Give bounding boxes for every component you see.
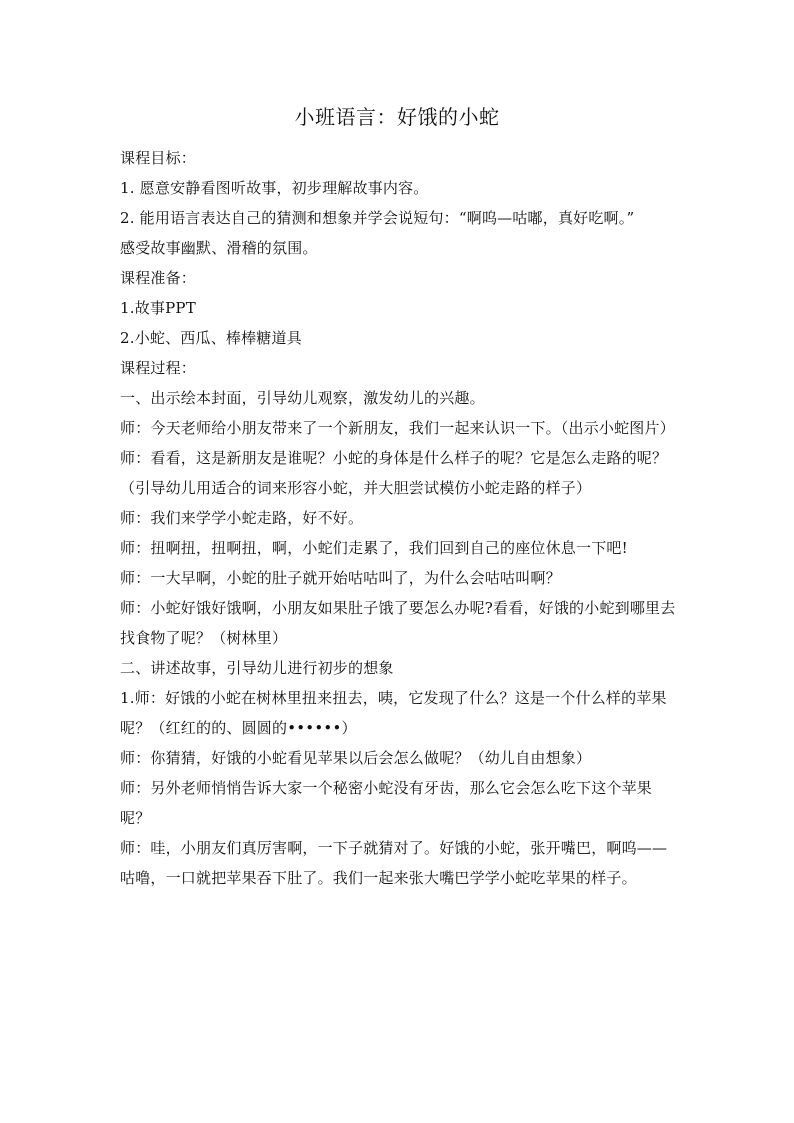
paragraph-1: 课程目标：	[120, 149, 197, 167]
document-title: 小班语言：好饿的小蛇	[294, 105, 500, 129]
paragraph-18: 师：你猜猜，好饿的小蛇看见苹果以后会怎么做呢？（幼儿自由想象）	[120, 749, 592, 767]
paragraph-9: 一、出示绘本封面，引导幼儿观察，激发幼儿的兴趣。	[120, 389, 485, 407]
paragraph-14: 师：一大早啊，小蛇的肚子就开始咕咕叫了，为什么会咕咕叫啊？	[120, 569, 561, 587]
paragraph-6: 1.故事PPT	[120, 299, 196, 317]
paragraph-17: 1.师：好饿的小蛇在树林里扭来扭去，咦，它发现了什么？这是一个什么样的苹果呢？（红红的的、圆圆的••••••）	[120, 689, 667, 737]
paragraph-11: 师：看看，这是新朋友是谁呢？小蛇的身体是什么样子的呢？它是怎么走路的呢？（引导幼儿用适合的词来形容小蛇，并大胆尝试模仿小蛇走路的样子）	[120, 449, 668, 497]
paragraph-12: 师：我们来学学小蛇走路，好不好。	[120, 509, 364, 527]
paragraph-2: 1. 愿意安静看图听故事，初步理解故事内容。	[120, 179, 429, 197]
paragraph-4: 感受故事幽默、滑稽的氛围。	[120, 239, 318, 257]
document-body	[120, 143, 680, 893]
paragraph-13: 师：扭啊扭，扭啊扭，啊，小蛇们走累了，我们回到自己的座位休息一下吧!	[120, 539, 628, 557]
paragraph-20: 师：哇，小朋友们真厉害啊，一下子就猜对了。好饿的小蛇，张开嘴巴，啊呜——咕噜，一口就把苹果吞下肚了。我们一起来张大嘴巴学学小蛇吃苹果的样子。	[120, 839, 668, 887]
paragraph-8: 课程过程：	[120, 359, 197, 377]
paragraph-16: 二、讲述故事，引导幼儿进行初步的想象	[120, 659, 394, 677]
paragraph-5: 课程准备：	[120, 269, 197, 287]
paragraph-10: 师：今天老师给小朋友带来了一个新朋友，我们一起来认识一下。（出示小蛇图片）	[120, 419, 675, 437]
paragraph-19: 师：另外老师悄悄告诉大家一个秘密小蛇没有牙齿，那么它会怎么吃下这个苹果呢？	[120, 779, 653, 827]
paragraph-7: 2.小蛇、西瓜、棒棒糖道具	[120, 329, 302, 347]
paragraph-15: 师：小蛇好饿好饿啊，小朋友如果肚子饿了要怎么办呢?看看，好饿的小蛇到哪里去找食物了呢？（树林里）	[120, 599, 676, 647]
paragraph-3: 2. 能用语言表达自己的猜测和想象并学会说短句：“啊呜—咕嘟，真好吃啊。”	[120, 209, 635, 227]
